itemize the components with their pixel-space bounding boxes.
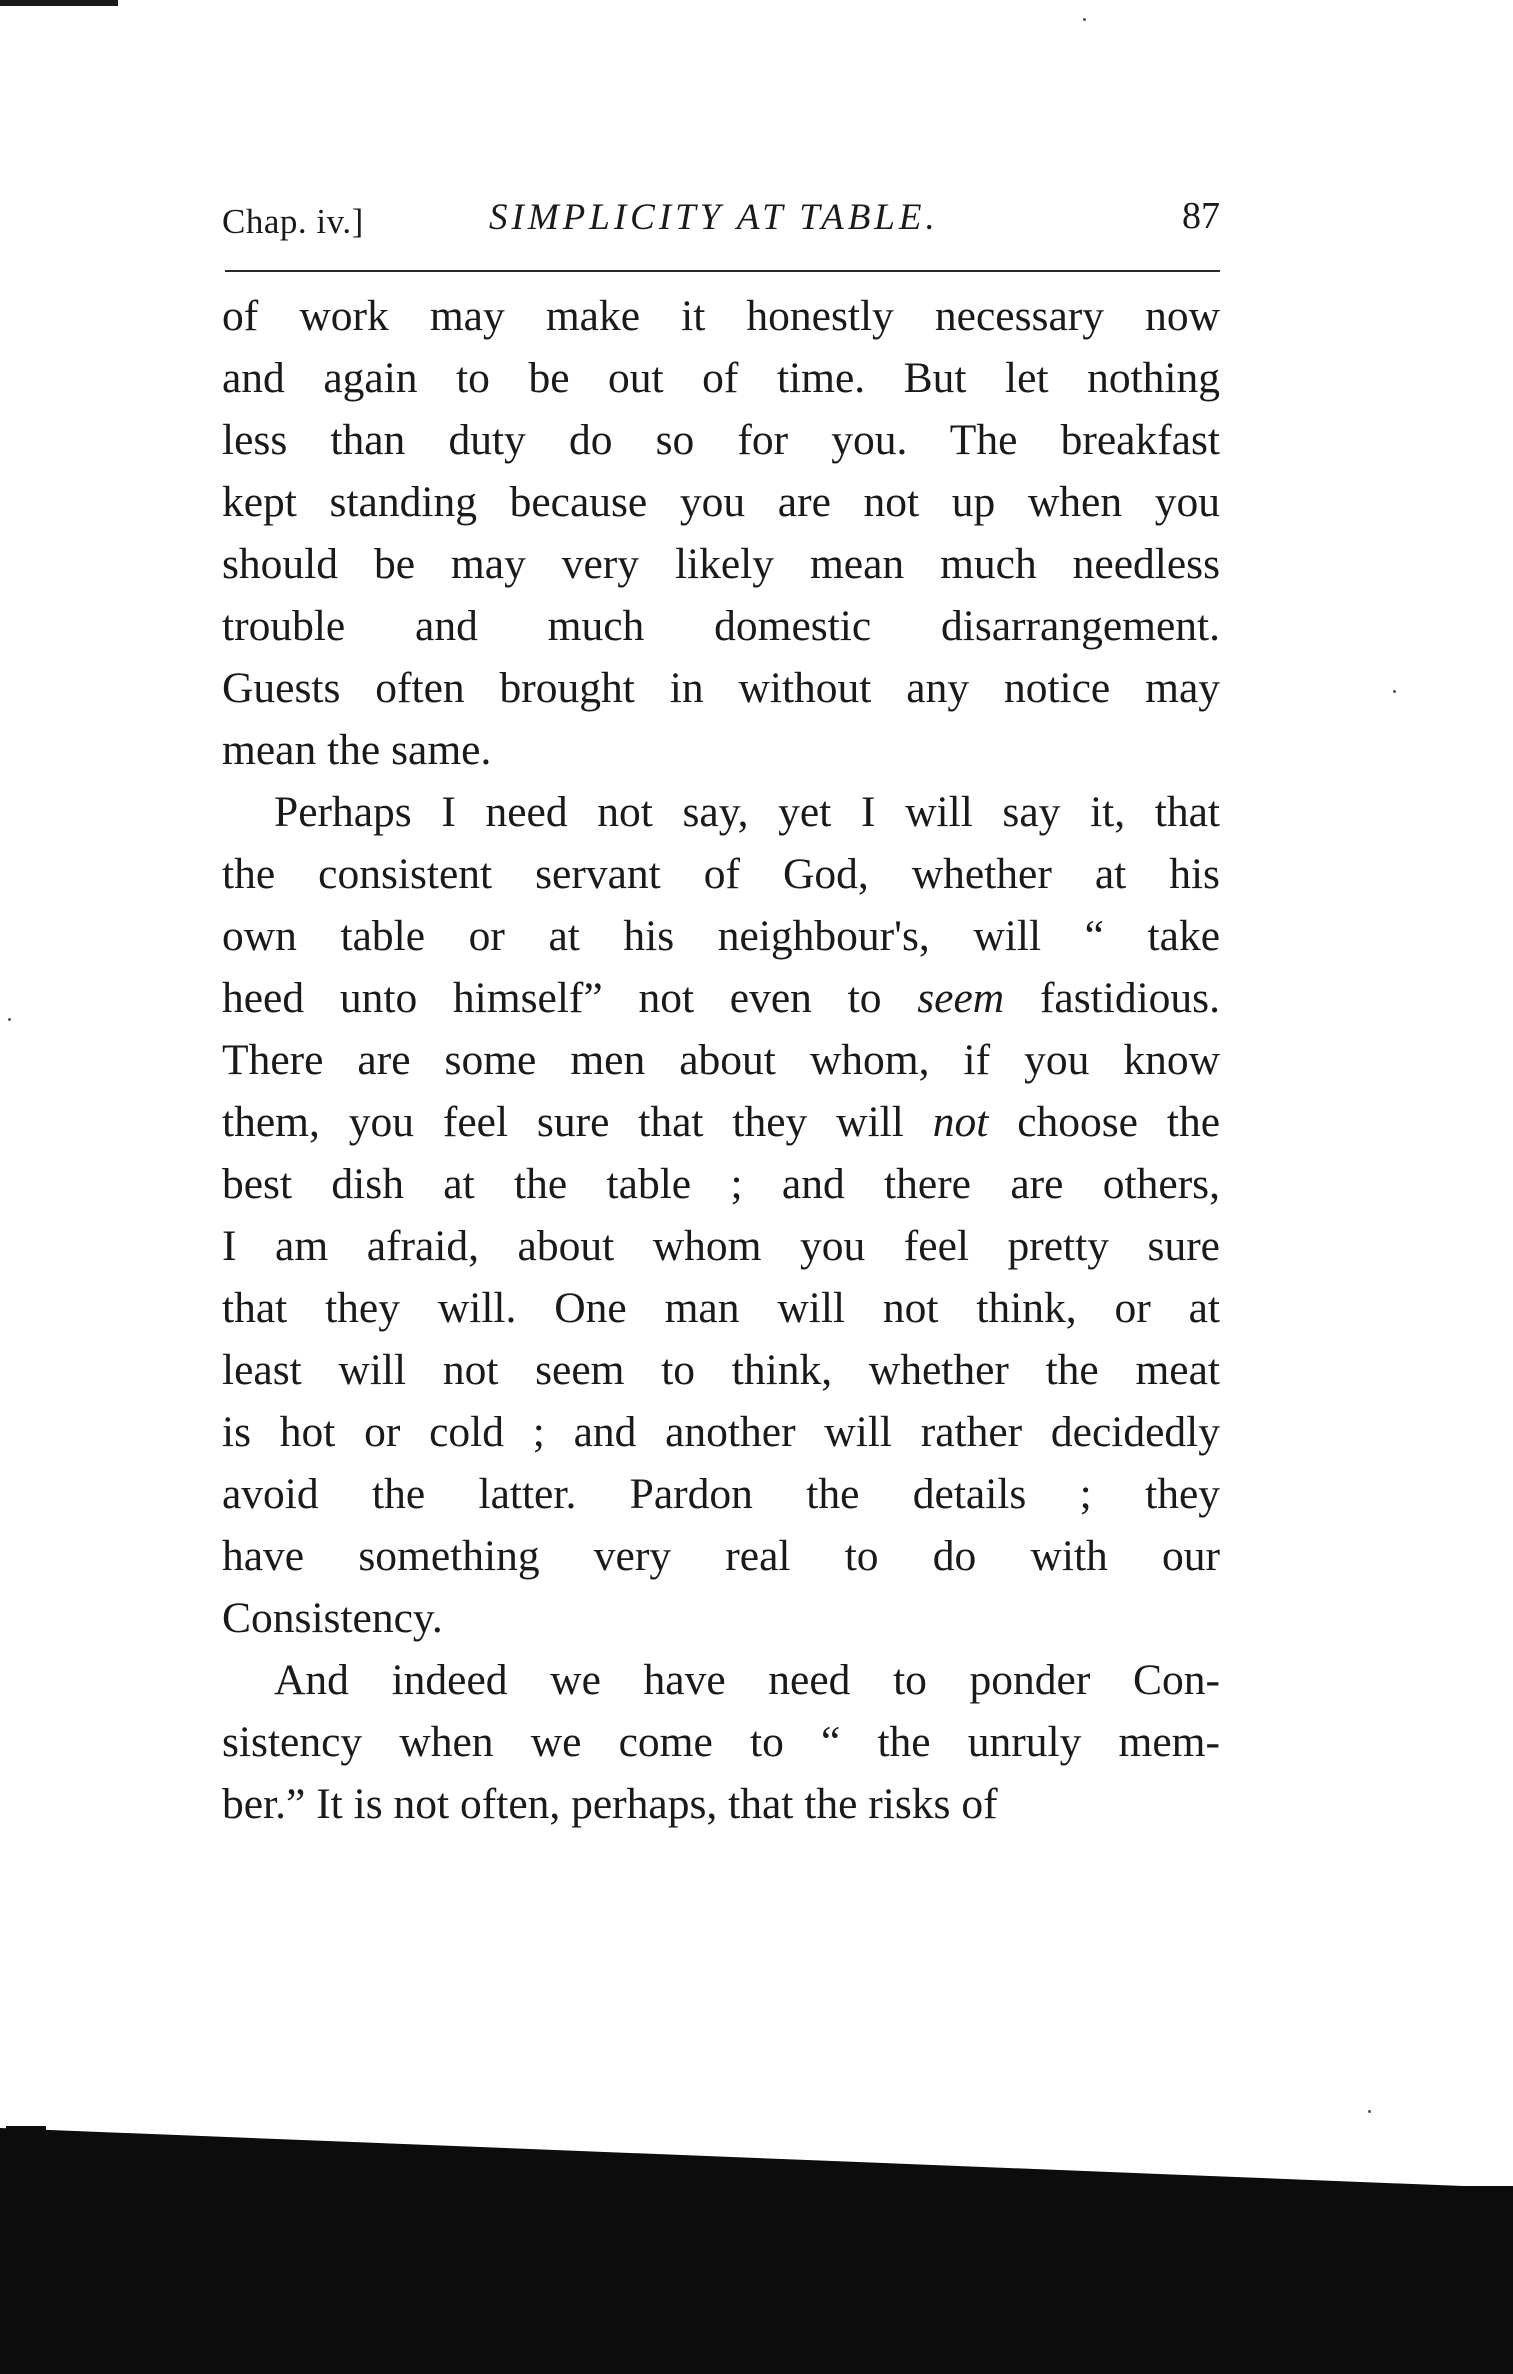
text-line: I am afraid, about whom you feel pretty sure: [222, 1222, 1220, 1270]
text-line: best dish at the table ; and there are others,: [222, 1160, 1220, 1208]
paragraph: [222, 1649, 1220, 1835]
paragraph: [222, 781, 1220, 1649]
scan-edge-mark: [0, 0, 118, 6]
text-line: sistency when we come to “ the unruly mem-: [222, 1718, 1220, 1766]
text-line: that they will. One man will not think, or at: [222, 1284, 1220, 1332]
text-line: ber.” It is not often, perhaps, that the risks of: [222, 1780, 998, 1828]
page-number: 87: [1182, 195, 1220, 237]
scan-shadow: [0, 2186, 1513, 2374]
text-line: heed unto himself” not even to seem fastidious.: [222, 974, 1220, 1022]
text-line: have something very real to do with our: [222, 1532, 1220, 1580]
text-line: of work may make it honestly necessary now: [222, 292, 1220, 340]
text-line: them, you feel sure that they will not choose the: [222, 1098, 1221, 1146]
text-line: less than duty do so for you. The breakfast: [222, 416, 1220, 464]
running-title: SIMPLICITY AT TABLE.: [489, 197, 939, 238]
scan-speck: [1083, 18, 1086, 21]
text-line: avoid the latter. Pardon the details ; they: [222, 1470, 1220, 1518]
text-line: least will not seem to think, whether the meat: [222, 1346, 1220, 1394]
scan-speck: [1393, 690, 1396, 693]
chapter-label: Chap. iv.]: [222, 202, 364, 241]
scan-shadow: [0, 2128, 1513, 2188]
text-line: kept standing because you are not up when you: [222, 478, 1220, 526]
running-header: [222, 188, 1222, 244]
page-body: [222, 285, 1220, 1835]
text-line: Consistency.: [222, 1594, 443, 1642]
text-line: the consistent servant of God, whether at his: [222, 850, 1220, 898]
text-line: And indeed we have need to ponder Con-: [274, 1656, 1220, 1704]
scan-shadow: [6, 2126, 46, 2140]
text-line: is hot or cold ; and another will rather decidedly: [222, 1408, 1220, 1456]
header-rule: [225, 270, 1220, 272]
text-line: There are some men about whom, if you know: [222, 1036, 1220, 1084]
text-line: mean the same.: [222, 726, 492, 774]
text-line: Perhaps I need not say, yet I will say it, that: [274, 788, 1220, 836]
text-line: and again to be out of time. But let nothing: [222, 354, 1220, 402]
scan-speck: [1368, 2110, 1371, 2113]
text-line: trouble and much domestic disarrangement.: [222, 602, 1220, 650]
text-line: Guests often brought in without any notice may: [222, 664, 1220, 712]
text-line: own table or at his neighbour's, will “ take: [222, 912, 1220, 960]
text-line: should be may very likely mean much needless: [222, 540, 1220, 588]
scan-speck: [8, 1018, 11, 1021]
paragraph: [222, 285, 1220, 781]
